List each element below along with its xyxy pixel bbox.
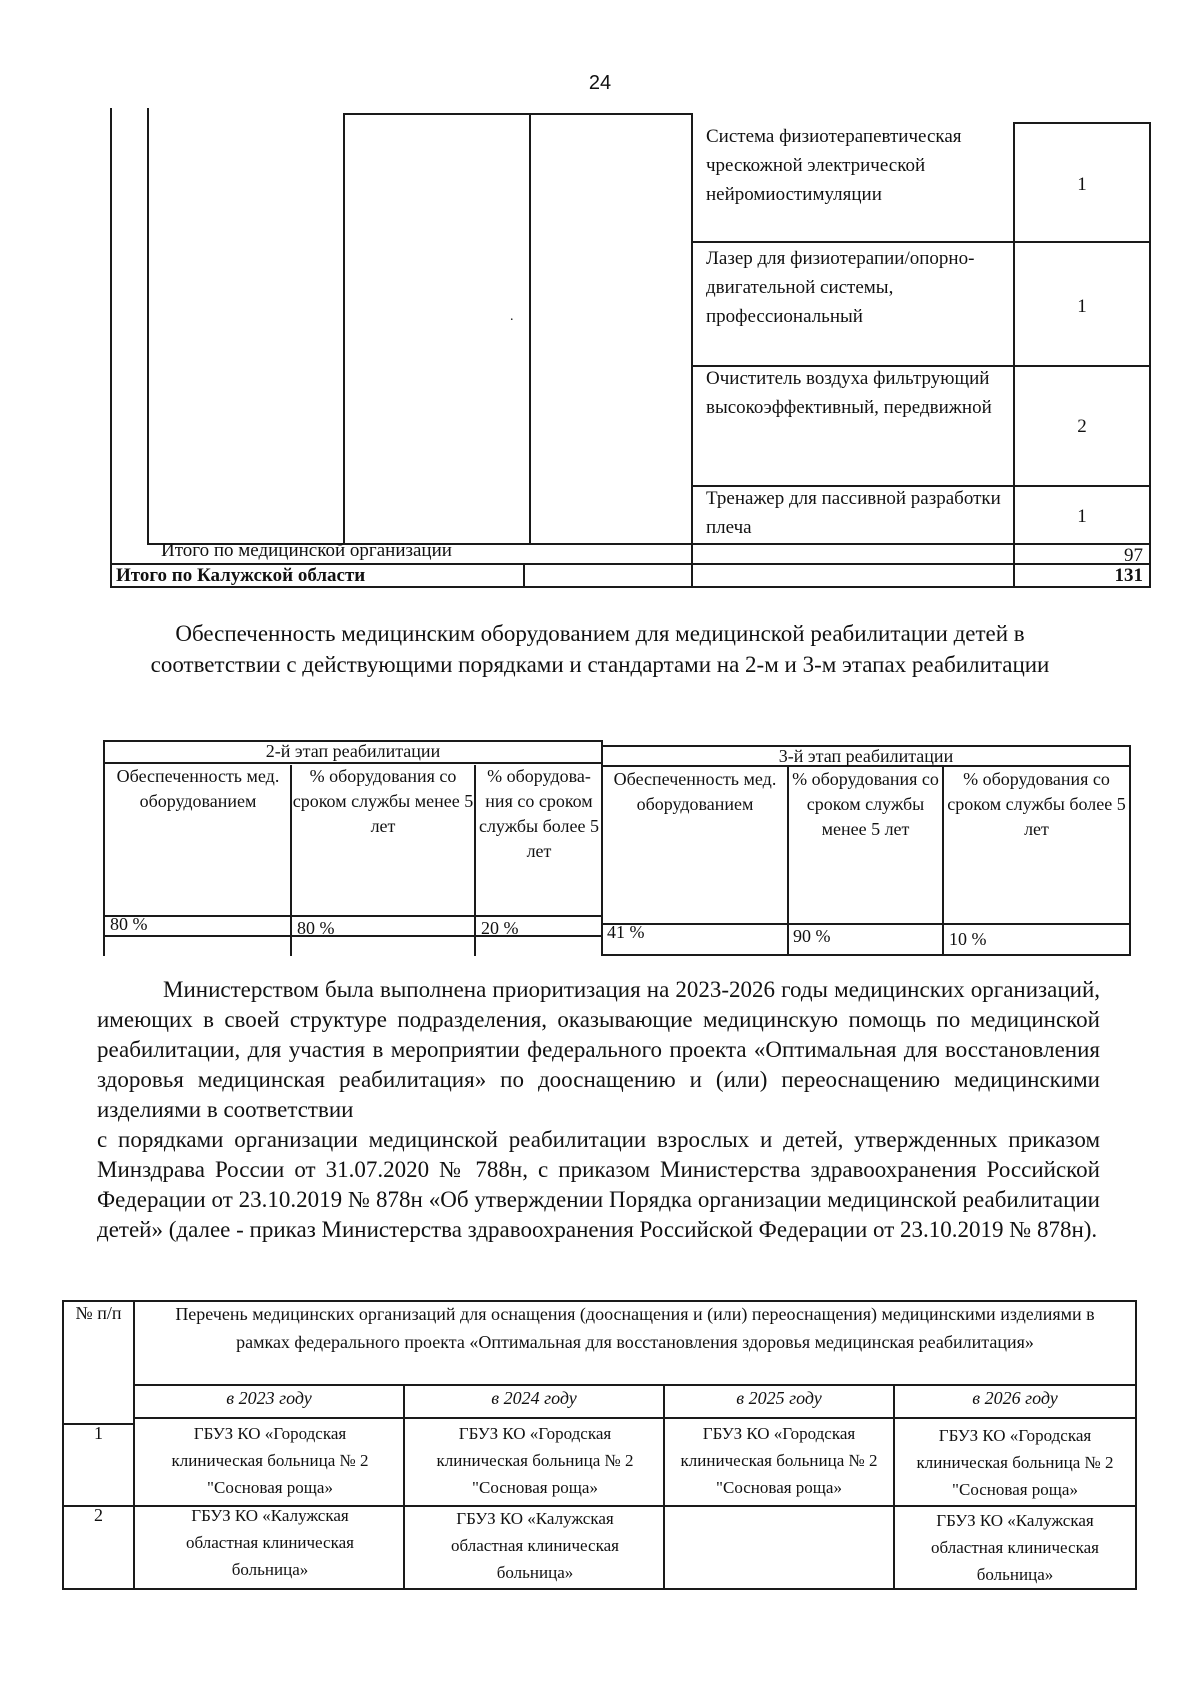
equipment-name: Тренажер для пассивной разработки плеча — [706, 488, 1001, 538]
stage3-header: % оборудования со сроком службы более 5 лет — [947, 769, 1126, 839]
value-cell: 80 % — [110, 914, 148, 934]
num-header: № п/п — [75, 1303, 122, 1323]
page-number: 24 — [588, 72, 612, 94]
row-number: 2 — [94, 1505, 103, 1525]
value-cell: 20 % — [481, 918, 519, 938]
equipment-qty: 1 — [1077, 174, 1087, 195]
equipment-qty: 2 — [1077, 416, 1087, 437]
stage3-header: % оборудования со сроком службы менее 5 лет — [792, 769, 939, 839]
equipment-name: Очиститель воздуха фильтрующий высокоэффективный, передвижной — [706, 368, 992, 418]
equipment-name: Лазер для физиотерапии/опорно-двигательной системы, профессиональный — [706, 248, 975, 327]
paragraph-text: Министерством была выполнена приоритизация на 2023-2026 годы медицинских организаций, имеющих в своей структуре подразделения, оказывающие медицинскую помощь по медицинской реабилитации, для участия в мероприятии федерального проекта «Оптимальная для восстановления здоровья медицинская реабилитация» по дооснащению и (или) переоснащению медицинскими изделиями в соответствии — [97, 977, 1100, 1122]
section-heading: Обеспеченность медицинским оборудованием для медицинской реабилитации детей в соответствии с действующими порядками и стандартами на 2-м и 3-м этапах реабилитации — [150, 621, 1050, 677]
paragraph-text: с порядками организации медицинской реабилитации взрослых и детей, утвержденных приказом Минздрава России от 31.07.2020 № 788н, с приказом Министерства здравоохранения Российской Федерации от 23.10.2019 № 878н «Об утверждении Порядка организации медицинской реабилитации детей» (далее - приказ Министерства здравоохранения Российской Федерации от 23.10.2019 № 878н). — [97, 1127, 1100, 1242]
subtotal-value: 97 — [1124, 545, 1143, 566]
value-cell: 90 % — [793, 926, 831, 946]
orgs-table-title: Перечень медицинских организаций для оснащения (дооснащения и (или) переоснащения) медицинскими изделиями в рамках федерального проекта «Оптимальная для восстановления здоровья медицинская реабилитация» — [175, 1304, 1095, 1352]
org-cell: ГБУЗ КО «Калужская областная клиническая больница» — [451, 1509, 619, 1582]
stage2-header: % оборудова-ния со сроком службы более 5 лет — [478, 766, 600, 861]
equipment-name: Система физиотерапевтическая чрескожной электрической нейромиостимуляции — [706, 126, 962, 205]
value-cell: 10 % — [949, 929, 987, 949]
total-label: Итого по Калужской области — [116, 565, 366, 586]
stage2-header: % оборудования со сроком службы менее 5 лет — [292, 766, 474, 836]
org-cell: ГБУЗ КО «Городская клиническая больница № 2 "Сосновая роща» — [171, 1424, 369, 1497]
org-cell: ГБУЗ КО «Калужская областная клиническая больница» — [186, 1506, 354, 1579]
org-cell: ГБУЗ КО «Городская клиническая больница № 2 "Сосновая роща» — [436, 1424, 634, 1497]
year-header: в 2024 году — [491, 1388, 577, 1408]
row-number: 1 — [94, 1423, 103, 1443]
org-cell: ГБУЗ КО «Городская клиническая больница № 2 "Сосновая роща» — [680, 1424, 878, 1497]
value-cell: 41 % — [607, 922, 645, 942]
org-cell: ГБУЗ КО «Городская клиническая больница № 2 "Сосновая роща» — [916, 1426, 1114, 1499]
body-paragraph — [97, 975, 1100, 1245]
total-value: 131 — [1114, 565, 1143, 586]
year-header: в 2023 году — [226, 1388, 312, 1408]
stage2-header: Обеспеченность мед. оборудованием — [116, 766, 280, 811]
org-cell: ГБУЗ КО «Калужская областная клиническая больница» — [931, 1511, 1099, 1584]
equipment-qty: 1 — [1077, 506, 1087, 527]
value-cell: 80 % — [297, 918, 335, 938]
stage3-header: Обеспеченность мед. оборудованием — [613, 769, 777, 814]
subtotal-label: Итого по медицинской организации — [161, 540, 452, 561]
equipment-qty: 1 — [1077, 296, 1087, 317]
year-header: в 2026 году — [972, 1388, 1058, 1408]
stage3-title: 3-й этап реабилитации — [778, 746, 954, 766]
year-header: в 2025 году — [736, 1388, 822, 1408]
stray-mark: . — [510, 309, 514, 324]
stage2-title: 2-й этап реабилитации — [265, 741, 441, 761]
